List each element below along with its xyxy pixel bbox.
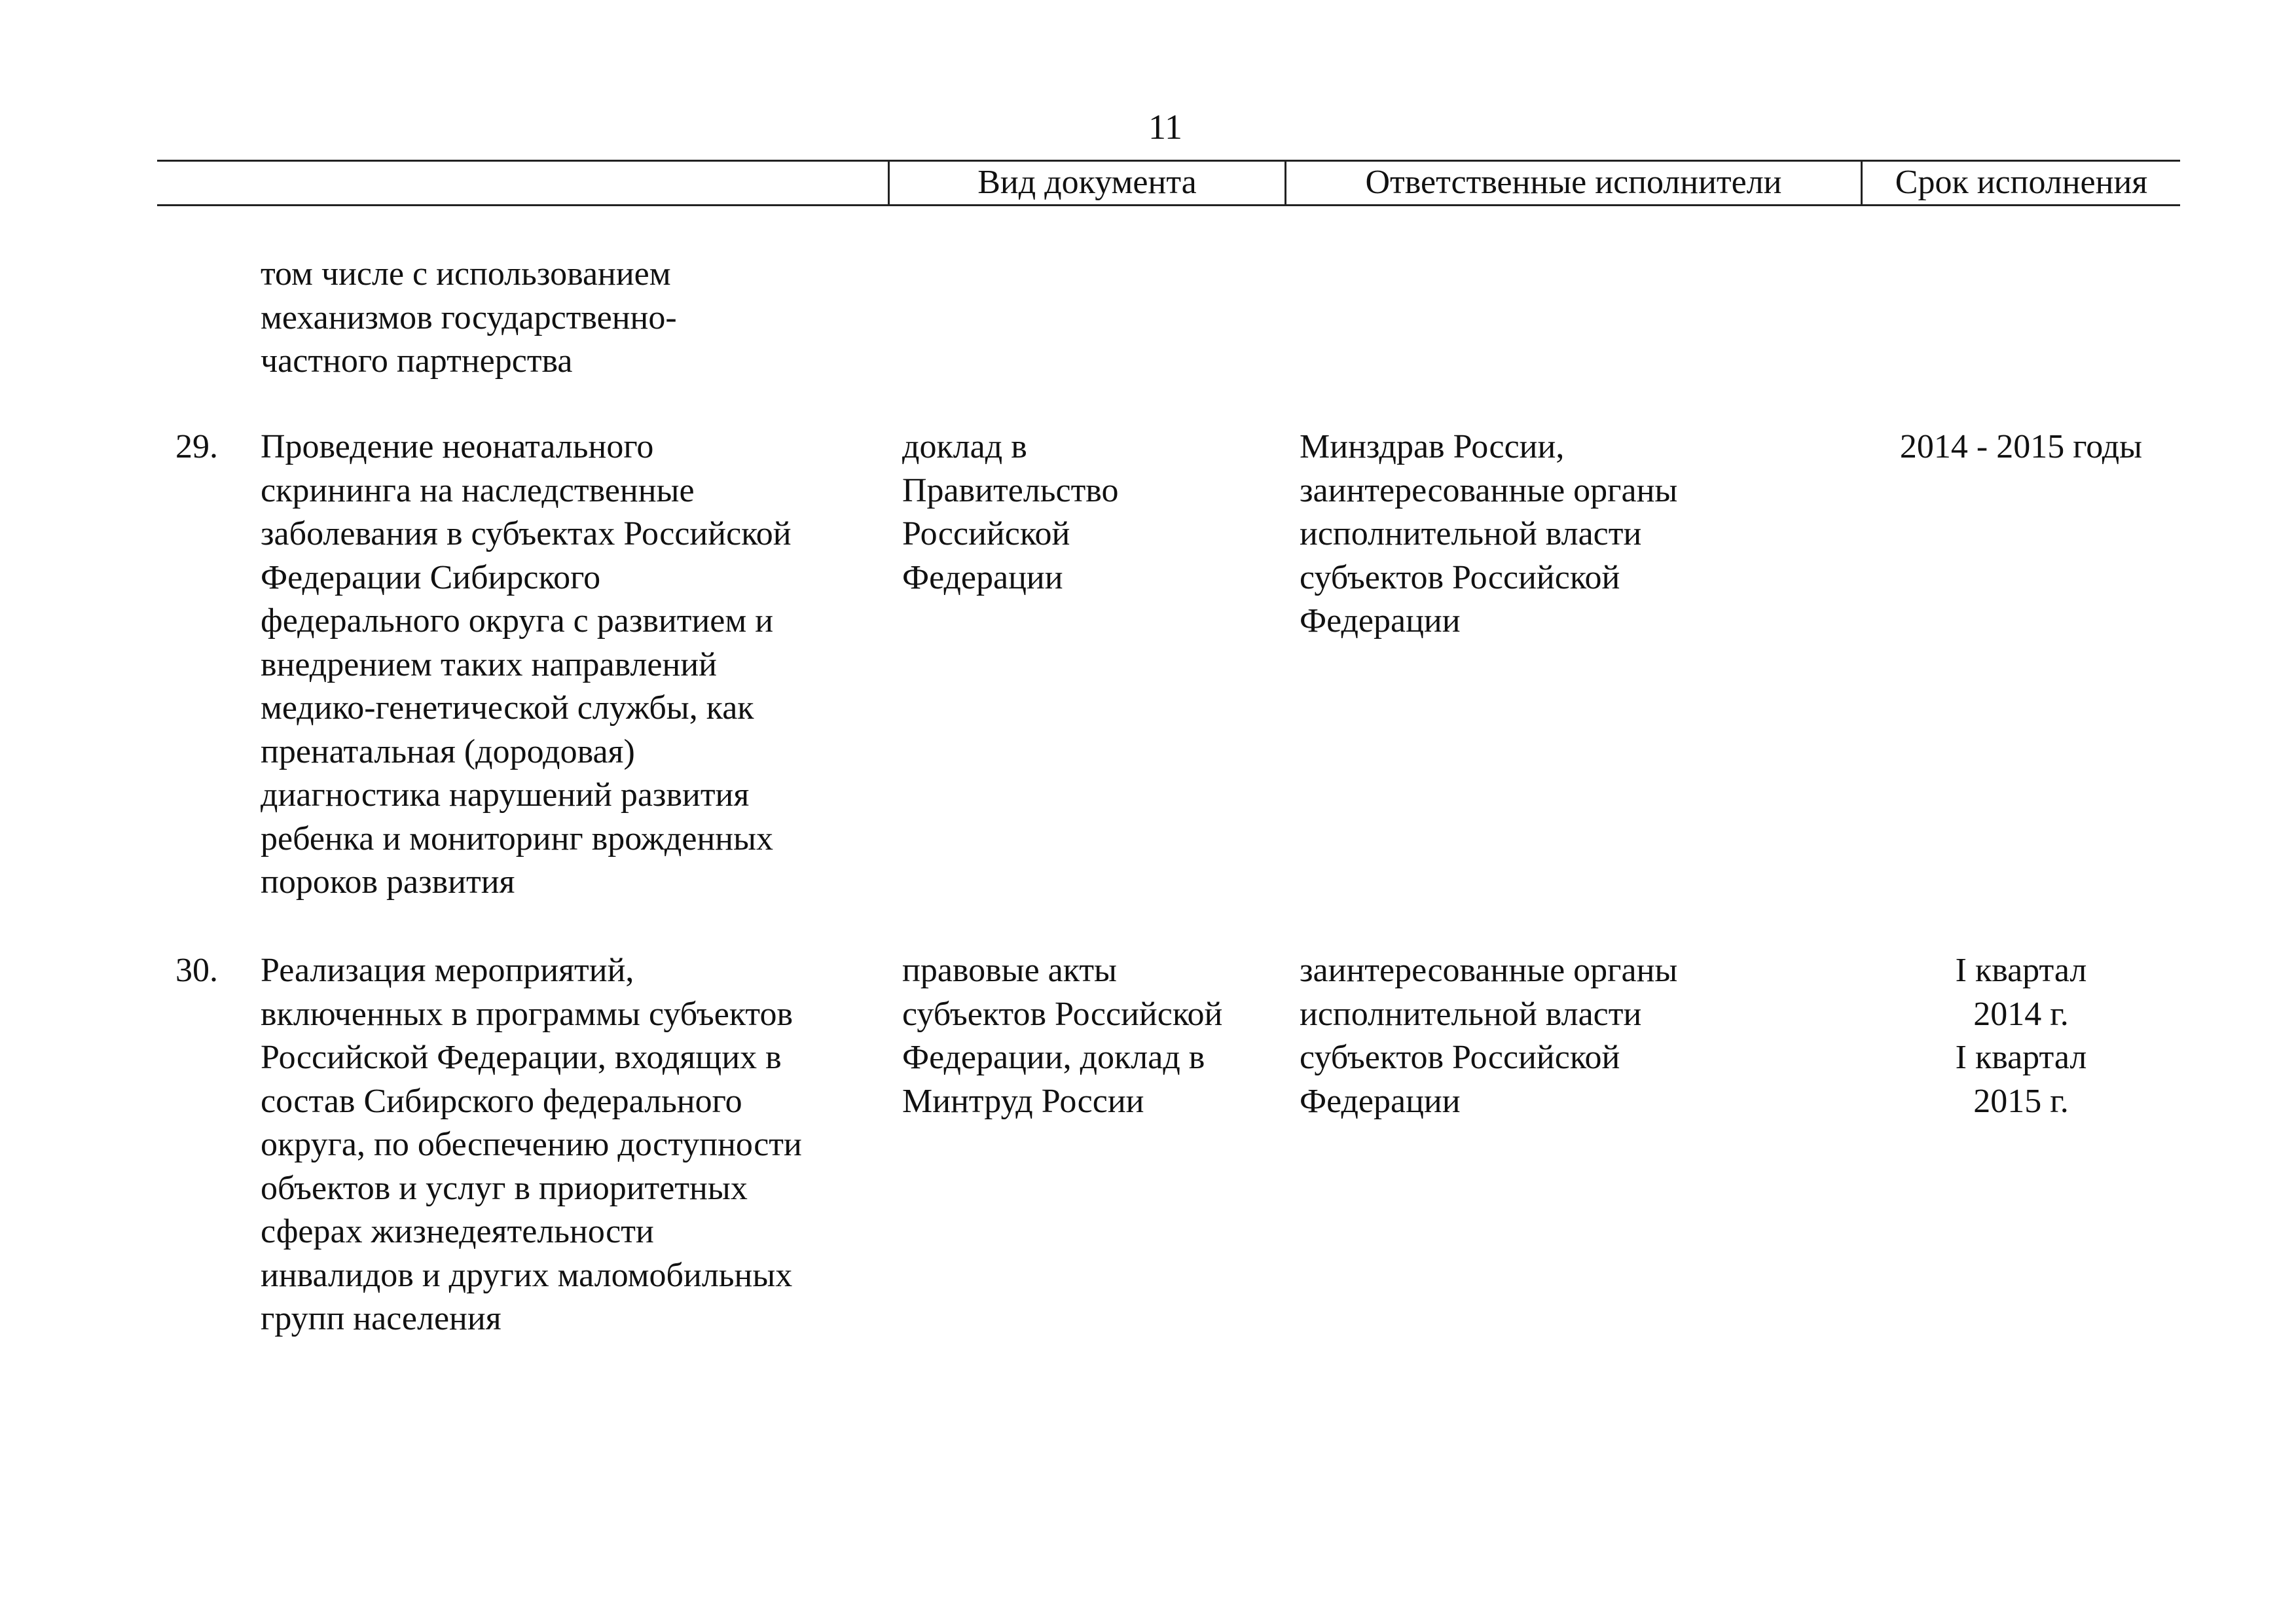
row-measure: Проведение неонатального скрининга на наследственные заболевания в субъектах Российской Федерации Сибирского федерального округа с развитием и внедрением таких направлений медико-генетической службы, как пренатальная (дородовая) диагностика нарушений развития ребенка и мониторинг врожденных пороков развития bbox=[261, 428, 792, 901]
header-executors: Ответственные исполнители bbox=[1365, 164, 1782, 201]
header-deadline: Срок исполнения bbox=[1895, 164, 2148, 201]
row-measure: Реализация мероприятий, включенных в программы субъектов Российской Федерации, входящих в состав Сибирского федерального округа, по обеспечению доступности объектов и услуг в приоритетных сферах жизнедеятельности инвалидов и других маломобильных групп населения bbox=[261, 952, 802, 1337]
header-bottom-rule bbox=[157, 204, 2180, 206]
page-number: 11 bbox=[1148, 107, 1182, 147]
row-doc-type: правовые акты субъектов Российской Федерации, доклад в Минтруд России bbox=[902, 952, 1223, 1120]
row-deadline: 2014 - 2015 годы bbox=[1899, 428, 2143, 465]
row-deadline: I квартал 2014 г. I квартал 2015 г. bbox=[1955, 952, 2087, 1120]
row-doc-type: доклад в Правительство Российской Федерации bbox=[902, 428, 1119, 596]
continuation-measure: том числе с использованием механизмов государственно- частного партнерства bbox=[261, 255, 677, 380]
row-executors: Минздрав России, заинтересованные органы исполнительной власти субъектов Российской Федерации bbox=[1300, 428, 1678, 640]
row-executors: заинтересованные органы исполнительной власти субъектов Российской Федерации bbox=[1300, 952, 1678, 1120]
header-doc-type: Вид документа bbox=[977, 164, 1197, 201]
row-number: 30. bbox=[175, 952, 218, 989]
row-number: 29. bbox=[175, 428, 218, 465]
